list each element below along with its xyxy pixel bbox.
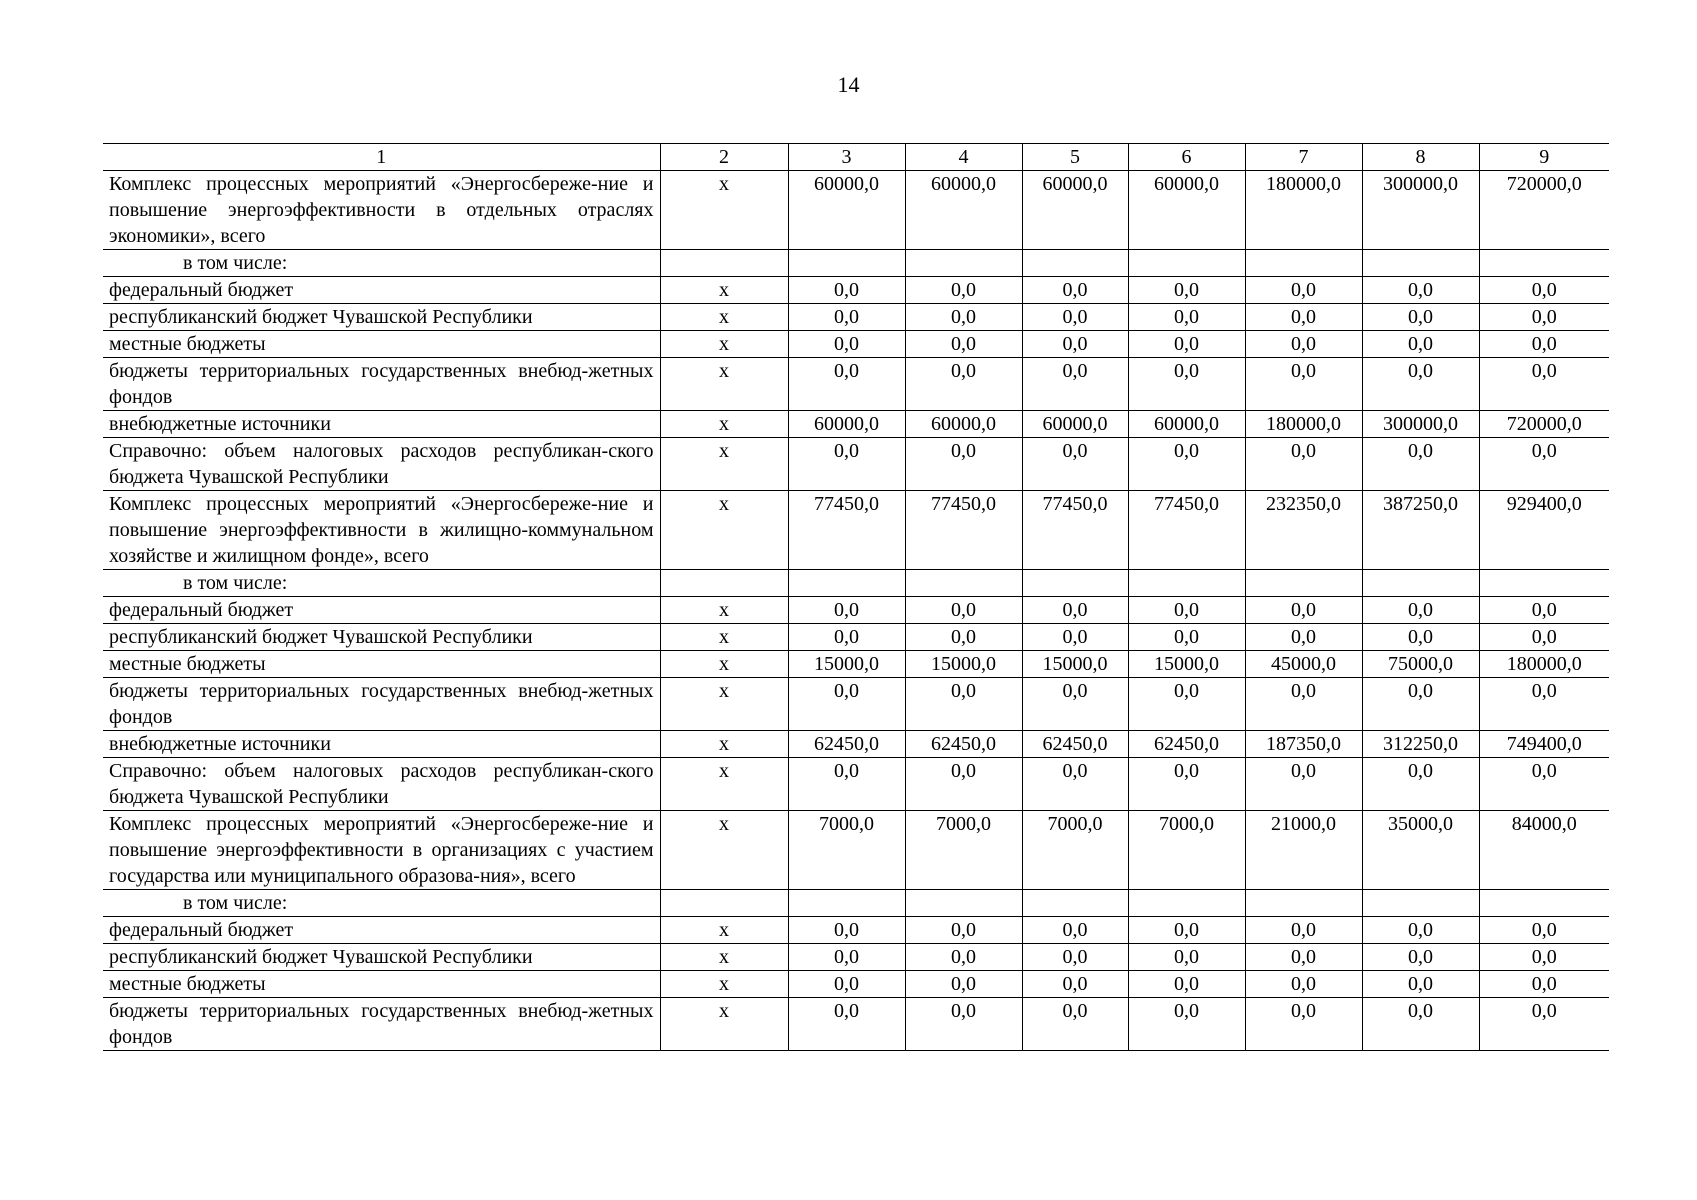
value-cell: 0,0 (1128, 971, 1245, 998)
value-cell: 21000,0 (1245, 811, 1362, 890)
value-cell: 0,0 (788, 758, 905, 811)
value-cell: 0,0 (905, 304, 1022, 331)
value-cell: 300000,0 (1362, 171, 1479, 250)
row-label: в том числе: (103, 570, 660, 597)
value-cell: 387250,0 (1362, 491, 1479, 570)
value-cell: 62450,0 (1022, 731, 1128, 758)
value-cell: 0,0 (1022, 971, 1128, 998)
row-mark: х (660, 411, 788, 438)
row-mark: х (660, 678, 788, 731)
value-cell (1128, 570, 1245, 597)
value-cell: 0,0 (1245, 304, 1362, 331)
column-header: 4 (905, 144, 1022, 171)
value-cell: 0,0 (1022, 331, 1128, 358)
row-mark: х (660, 944, 788, 971)
value-cell: 0,0 (788, 678, 905, 731)
value-cell (1022, 250, 1128, 277)
value-cell (1245, 890, 1362, 917)
value-cell: 0,0 (1479, 917, 1609, 944)
value-cell: 187350,0 (1245, 731, 1362, 758)
value-cell: 0,0 (1022, 277, 1128, 304)
value-cell: 84000,0 (1479, 811, 1609, 890)
column-header: 8 (1362, 144, 1479, 171)
table-row (103, 491, 1609, 570)
value-cell (1479, 890, 1609, 917)
value-cell: 0,0 (1128, 678, 1245, 731)
value-cell: 0,0 (1362, 971, 1479, 998)
row-label: бюджеты территориальных государственных внебюд-жетных фондов (103, 678, 660, 731)
value-cell: 0,0 (1362, 438, 1479, 491)
value-cell: 0,0 (1128, 438, 1245, 491)
value-cell: 0,0 (1128, 358, 1245, 411)
value-cell: 0,0 (1245, 438, 1362, 491)
table-row (103, 651, 1609, 678)
value-cell: 7000,0 (788, 811, 905, 890)
row-mark: х (660, 998, 788, 1051)
row-mark: х (660, 971, 788, 998)
value-cell: 0,0 (1022, 758, 1128, 811)
table-row (103, 597, 1609, 624)
value-cell: 0,0 (788, 358, 905, 411)
table-header (103, 144, 1609, 171)
value-cell: 0,0 (1479, 277, 1609, 304)
row-label: бюджеты территориальных государственных внебюд-жетных фондов (103, 998, 660, 1051)
value-cell: 60000,0 (905, 411, 1022, 438)
row-label: федеральный бюджет (103, 277, 660, 304)
column-header: 6 (1128, 144, 1245, 171)
value-cell: 0,0 (1479, 438, 1609, 491)
value-cell: 720000,0 (1479, 171, 1609, 250)
value-cell: 0,0 (1245, 678, 1362, 731)
table-row (103, 971, 1609, 998)
value-cell: 0,0 (1128, 998, 1245, 1051)
value-cell: 0,0 (905, 944, 1022, 971)
value-cell: 0,0 (1362, 358, 1479, 411)
value-cell: 62450,0 (905, 731, 1022, 758)
value-cell: 0,0 (1245, 998, 1362, 1051)
row-label: в том числе: (103, 250, 660, 277)
value-cell (1245, 250, 1362, 277)
table-row (103, 438, 1609, 491)
value-cell: 0,0 (905, 624, 1022, 651)
value-cell: 720000,0 (1479, 411, 1609, 438)
value-cell: 0,0 (1362, 277, 1479, 304)
value-cell: 0,0 (788, 917, 905, 944)
value-cell: 7000,0 (1128, 811, 1245, 890)
row-label: Комплекс процессных мероприятий «Энергосбереже-ние и повышение энергоэффективности в жилищно-коммунальном хозяйстве и жилищном фонде», всего (103, 491, 660, 570)
value-cell: 180000,0 (1245, 171, 1362, 250)
table-row (103, 304, 1609, 331)
row-mark: х (660, 758, 788, 811)
table-row (103, 250, 1609, 277)
row-label: внебюджетные источники (103, 731, 660, 758)
row-label: федеральный бюджет (103, 597, 660, 624)
row-mark: х (660, 277, 788, 304)
table-row (103, 998, 1609, 1051)
value-cell: 0,0 (1362, 917, 1479, 944)
value-cell: 0,0 (1362, 597, 1479, 624)
value-cell (788, 890, 905, 917)
value-cell: 77450,0 (788, 491, 905, 570)
table-row (103, 277, 1609, 304)
value-cell: 0,0 (1128, 304, 1245, 331)
value-cell (1479, 570, 1609, 597)
value-cell (1022, 570, 1128, 597)
row-label: внебюджетные источники (103, 411, 660, 438)
row-label: республиканский бюджет Чувашской Республики (103, 944, 660, 971)
value-cell: 0,0 (905, 277, 1022, 304)
value-cell: 0,0 (1479, 331, 1609, 358)
value-cell: 0,0 (905, 358, 1022, 411)
row-mark: х (660, 491, 788, 570)
row-mark: х (660, 731, 788, 758)
value-cell: 0,0 (1479, 758, 1609, 811)
value-cell (788, 250, 905, 277)
value-cell: 77450,0 (1128, 491, 1245, 570)
value-cell: 0,0 (1479, 998, 1609, 1051)
row-label: местные бюджеты (103, 331, 660, 358)
value-cell: 0,0 (1362, 998, 1479, 1051)
value-cell: 0,0 (788, 998, 905, 1051)
header-row (103, 144, 1609, 171)
value-cell: 0,0 (1022, 597, 1128, 624)
value-cell: 0,0 (1128, 277, 1245, 304)
value-cell: 232350,0 (1245, 491, 1362, 570)
value-cell: 0,0 (1245, 758, 1362, 811)
value-cell: 60000,0 (1022, 411, 1128, 438)
value-cell: 0,0 (1128, 624, 1245, 651)
value-cell: 0,0 (1128, 331, 1245, 358)
value-cell (905, 890, 1022, 917)
page-number: 14 (837, 72, 860, 97)
value-cell: 75000,0 (1362, 651, 1479, 678)
value-cell: 0,0 (1479, 624, 1609, 651)
value-cell: 60000,0 (1128, 171, 1245, 250)
value-cell (1362, 250, 1479, 277)
table-row (103, 944, 1609, 971)
value-cell: 45000,0 (1245, 651, 1362, 678)
column-header: 1 (103, 144, 660, 171)
table-body (103, 171, 1609, 1051)
value-cell: 0,0 (1128, 597, 1245, 624)
table-row (103, 624, 1609, 651)
value-cell: 0,0 (1128, 917, 1245, 944)
value-cell: 0,0 (1479, 944, 1609, 971)
value-cell: 0,0 (788, 438, 905, 491)
column-header: 2 (660, 144, 788, 171)
value-cell: 62450,0 (1128, 731, 1245, 758)
value-cell: 0,0 (1245, 597, 1362, 624)
value-cell: 0,0 (1245, 944, 1362, 971)
row-mark: х (660, 651, 788, 678)
value-cell: 62450,0 (788, 731, 905, 758)
row-mark: х (660, 331, 788, 358)
row-label: бюджеты территориальных государственных внебюд-жетных фондов (103, 358, 660, 411)
value-cell: 0,0 (1022, 944, 1128, 971)
row-mark (660, 890, 788, 917)
value-cell: 0,0 (1245, 358, 1362, 411)
value-cell: 60000,0 (1022, 171, 1128, 250)
table-row (103, 570, 1609, 597)
row-mark: х (660, 358, 788, 411)
row-mark (660, 250, 788, 277)
value-cell: 0,0 (905, 758, 1022, 811)
column-header: 7 (1245, 144, 1362, 171)
row-label: Комплекс процессных мероприятий «Энергосбереже-ние и повышение энергоэффективности в отдельных отраслях экономики», всего (103, 171, 660, 250)
row-label: местные бюджеты (103, 971, 660, 998)
table-row (103, 731, 1609, 758)
value-cell: 180000,0 (1479, 651, 1609, 678)
value-cell: 15000,0 (1128, 651, 1245, 678)
value-cell (1479, 250, 1609, 277)
value-cell: 0,0 (1022, 678, 1128, 731)
value-cell: 0,0 (1245, 624, 1362, 651)
value-cell (1022, 890, 1128, 917)
value-cell: 0,0 (1362, 624, 1479, 651)
budget-table (103, 143, 1609, 1051)
value-cell (1362, 890, 1479, 917)
row-mark: х (660, 304, 788, 331)
row-label: местные бюджеты (103, 651, 660, 678)
value-cell: 0,0 (1479, 597, 1609, 624)
value-cell: 0,0 (1022, 358, 1128, 411)
row-label: республиканский бюджет Чувашской Республики (103, 304, 660, 331)
table-row (103, 678, 1609, 731)
row-label: федеральный бюджет (103, 917, 660, 944)
value-cell: 60000,0 (905, 171, 1022, 250)
column-header: 5 (1022, 144, 1128, 171)
value-cell: 0,0 (1022, 304, 1128, 331)
column-header: 3 (788, 144, 905, 171)
value-cell: 77450,0 (905, 491, 1022, 570)
value-cell: 7000,0 (905, 811, 1022, 890)
value-cell: 0,0 (905, 678, 1022, 731)
value-cell: 0,0 (788, 624, 905, 651)
value-cell: 0,0 (788, 971, 905, 998)
value-cell: 180000,0 (1245, 411, 1362, 438)
value-cell (1128, 890, 1245, 917)
value-cell: 0,0 (1479, 678, 1609, 731)
row-label: Комплекс процессных мероприятий «Энергосбереже-ние и повышение энергоэффективности в организациях с участием государства или муниципального образова-ния», всего (103, 811, 660, 890)
row-mark (660, 570, 788, 597)
row-label: Справочно: объем налоговых расходов республикан-ского бюджета Чувашской Республики (103, 758, 660, 811)
value-cell: 0,0 (905, 998, 1022, 1051)
value-cell: 0,0 (1128, 758, 1245, 811)
value-cell (905, 570, 1022, 597)
row-mark: х (660, 917, 788, 944)
value-cell (1128, 250, 1245, 277)
value-cell: 15000,0 (905, 651, 1022, 678)
value-cell: 749400,0 (1479, 731, 1609, 758)
value-cell: 929400,0 (1479, 491, 1609, 570)
value-cell: 0,0 (905, 917, 1022, 944)
value-cell: 0,0 (1479, 304, 1609, 331)
value-cell (905, 250, 1022, 277)
row-mark: х (660, 624, 788, 651)
table-row (103, 811, 1609, 890)
value-cell: 0,0 (1362, 304, 1479, 331)
table-row (103, 358, 1609, 411)
table-row (103, 890, 1609, 917)
value-cell: 300000,0 (1362, 411, 1479, 438)
value-cell: 0,0 (1479, 971, 1609, 998)
value-cell: 0,0 (905, 331, 1022, 358)
value-cell: 0,0 (905, 438, 1022, 491)
table-row (103, 411, 1609, 438)
value-cell: 0,0 (1362, 678, 1479, 731)
value-cell: 35000,0 (1362, 811, 1479, 890)
table-row (103, 171, 1609, 250)
table-row (103, 758, 1609, 811)
value-cell (788, 570, 905, 597)
row-label: республиканский бюджет Чувашской Республики (103, 624, 660, 651)
value-cell: 0,0 (1479, 358, 1609, 411)
value-cell: 60000,0 (1128, 411, 1245, 438)
value-cell: 0,0 (905, 597, 1022, 624)
value-cell: 0,0 (1022, 998, 1128, 1051)
column-header: 9 (1479, 144, 1609, 171)
value-cell: 60000,0 (788, 171, 905, 250)
value-cell: 0,0 (788, 304, 905, 331)
value-cell: 0,0 (788, 331, 905, 358)
value-cell: 15000,0 (1022, 651, 1128, 678)
value-cell: 0,0 (788, 277, 905, 304)
row-label: в том числе: (103, 890, 660, 917)
value-cell: 0,0 (1245, 331, 1362, 358)
row-mark: х (660, 438, 788, 491)
value-cell: 0,0 (1362, 944, 1479, 971)
value-cell (1362, 570, 1479, 597)
value-cell: 0,0 (1245, 971, 1362, 998)
value-cell: 0,0 (1245, 277, 1362, 304)
value-cell: 0,0 (1245, 917, 1362, 944)
value-cell: 0,0 (1022, 917, 1128, 944)
value-cell: 0,0 (1128, 944, 1245, 971)
value-cell: 0,0 (1362, 331, 1479, 358)
table-row (103, 917, 1609, 944)
value-cell: 0,0 (1362, 758, 1479, 811)
row-mark: х (660, 597, 788, 624)
value-cell: 0,0 (788, 944, 905, 971)
table-row (103, 331, 1609, 358)
value-cell: 0,0 (1022, 624, 1128, 651)
row-label: Справочно: объем налоговых расходов республикан-ского бюджета Чувашской Республики (103, 438, 660, 491)
value-cell: 0,0 (788, 597, 905, 624)
value-cell: 7000,0 (1022, 811, 1128, 890)
row-mark: х (660, 811, 788, 890)
value-cell: 60000,0 (788, 411, 905, 438)
row-mark: х (660, 171, 788, 250)
value-cell: 312250,0 (1362, 731, 1479, 758)
value-cell (1245, 570, 1362, 597)
value-cell: 15000,0 (788, 651, 905, 678)
value-cell: 77450,0 (1022, 491, 1128, 570)
value-cell: 0,0 (1022, 438, 1128, 491)
value-cell: 0,0 (905, 971, 1022, 998)
